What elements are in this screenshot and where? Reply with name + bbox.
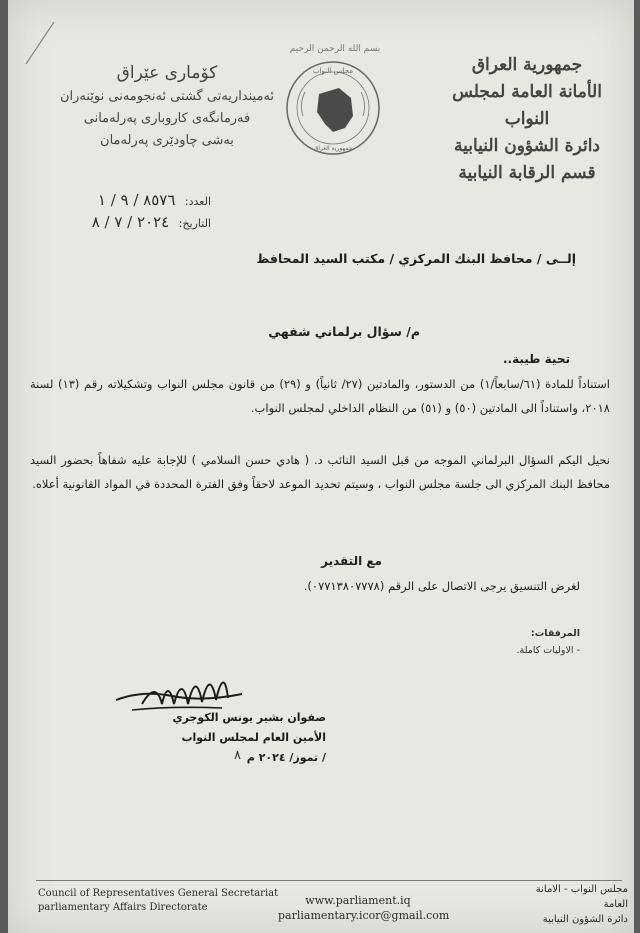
footer-email[interactable]: parliamentary.icor@gmail.com: [278, 909, 450, 922]
reference-date: [36, 212, 211, 234]
addressee: إلــى / محافظ البنك المركزي / مكتب السيد المحافظ: [256, 251, 576, 266]
footer-arabic-line-2: دائرة الشؤون النيابية: [542, 914, 628, 925]
reference-date-label: التاريخ:: [178, 217, 211, 230]
basmala: بسم الله الرحمن الرحيم: [289, 44, 381, 54]
letterhead-line-2: الأمانة العامة لمجلس النواب: [452, 82, 602, 129]
reference-number: [36, 190, 211, 212]
signer-block: [106, 708, 326, 768]
attachments-item: - الاوليات كاملة.: [516, 645, 580, 656]
signer-title: الأمين العام لمجلس النواب: [181, 731, 326, 744]
letterhead-line-3: دائرة الشؤون النيابية: [453, 136, 600, 156]
signer-name: صفوان بشير يونس الكوجري: [172, 711, 326, 724]
signer-date: / تموز/ ٢٠٢٤ م: [246, 751, 326, 764]
footer-english-line-1: Council of Representatives General Secretariat: [38, 888, 279, 899]
kurdish-letterhead: [52, 60, 282, 152]
signer-handwritten-day: ٨: [234, 748, 241, 763]
footer-website[interactable]: www.parliament.iq: [305, 894, 411, 907]
reference-number-value: ٨٥٧٦ / ٩ / ١: [97, 191, 176, 209]
document-page: [8, 0, 634, 933]
reference-date-value: ٢٠٢٤ / ٧ / ٨: [91, 213, 170, 231]
kurdish-line-1: كۆماری عێراق: [116, 63, 218, 83]
body-paragraph-2: نحيل اليكم السؤال البرلماني الموجه من قبل السيد النائب د. ( هادي حسن السلامي ) للإجابة عليه شفاهاً بحضور السيد محافظ البنك المركزي الى جلسة مجلس النواب ، وسيتم تحديد الموعد لاحقاً وفق الفترة المحددة في المواد القانونية أعلاه.: [30, 453, 610, 491]
coordination-note: لغرض التنسيق يرجى الاتصال على الرقم (٠٧٧١٣٨٠٧٧٧٨).: [303, 579, 580, 593]
letterhead-line-1: جمهورية العراق: [471, 55, 583, 75]
footer-arabic: [513, 882, 628, 927]
body-paragraph-1: استناداً للمادة (٦١/سابعاً/١) من الدستور، والمادتين (٢٧/ ثانياً) و (٢٩) من قانون مجلس النواب وتشكيلاته رقم (١٣) لسنة ٢٠١٨، واستناداً الى المادتين (٥٠) و (٥١) من النظام الداخلي لمجلس النواب.: [30, 377, 611, 415]
letterhead-line-4: قسم الرقابة النيابية: [458, 163, 596, 183]
kurdish-line-4: بەشی چاودێری پەرلەمان: [100, 133, 234, 148]
seal-bottom-text: جمهورية العراق: [313, 145, 353, 152]
footer-divider: [36, 880, 622, 881]
seal-top-text: مجلس النواب: [312, 67, 354, 75]
parliament-seal-icon: [281, 54, 385, 158]
closing: مع التقدير: [321, 554, 382, 568]
attachments: [517, 625, 580, 659]
arabic-letterhead: [442, 52, 612, 187]
footer-arabic-line-1: مجلس النواب - الامانة العامة: [535, 884, 628, 910]
kurdish-line-3: فەرمانگەی کاروباری پەرلەمانی: [83, 111, 251, 126]
footer-english: [38, 887, 278, 915]
greeting: تحية طيبة..: [502, 352, 570, 366]
attachments-label: المرفقات:: [530, 628, 580, 639]
subject-line: م/ سؤال برلماني شفهي: [268, 324, 420, 339]
footer-contact: [278, 893, 450, 923]
reference-number-label: العدد:: [184, 195, 211, 208]
footer-english-line-2: parliamentary Affairs Directorate: [38, 902, 208, 913]
kurdish-line-2: ئەمینداریەتی گشتی ئەنجومەنی نوێنەران: [59, 89, 275, 104]
reference-block: [36, 190, 211, 234]
